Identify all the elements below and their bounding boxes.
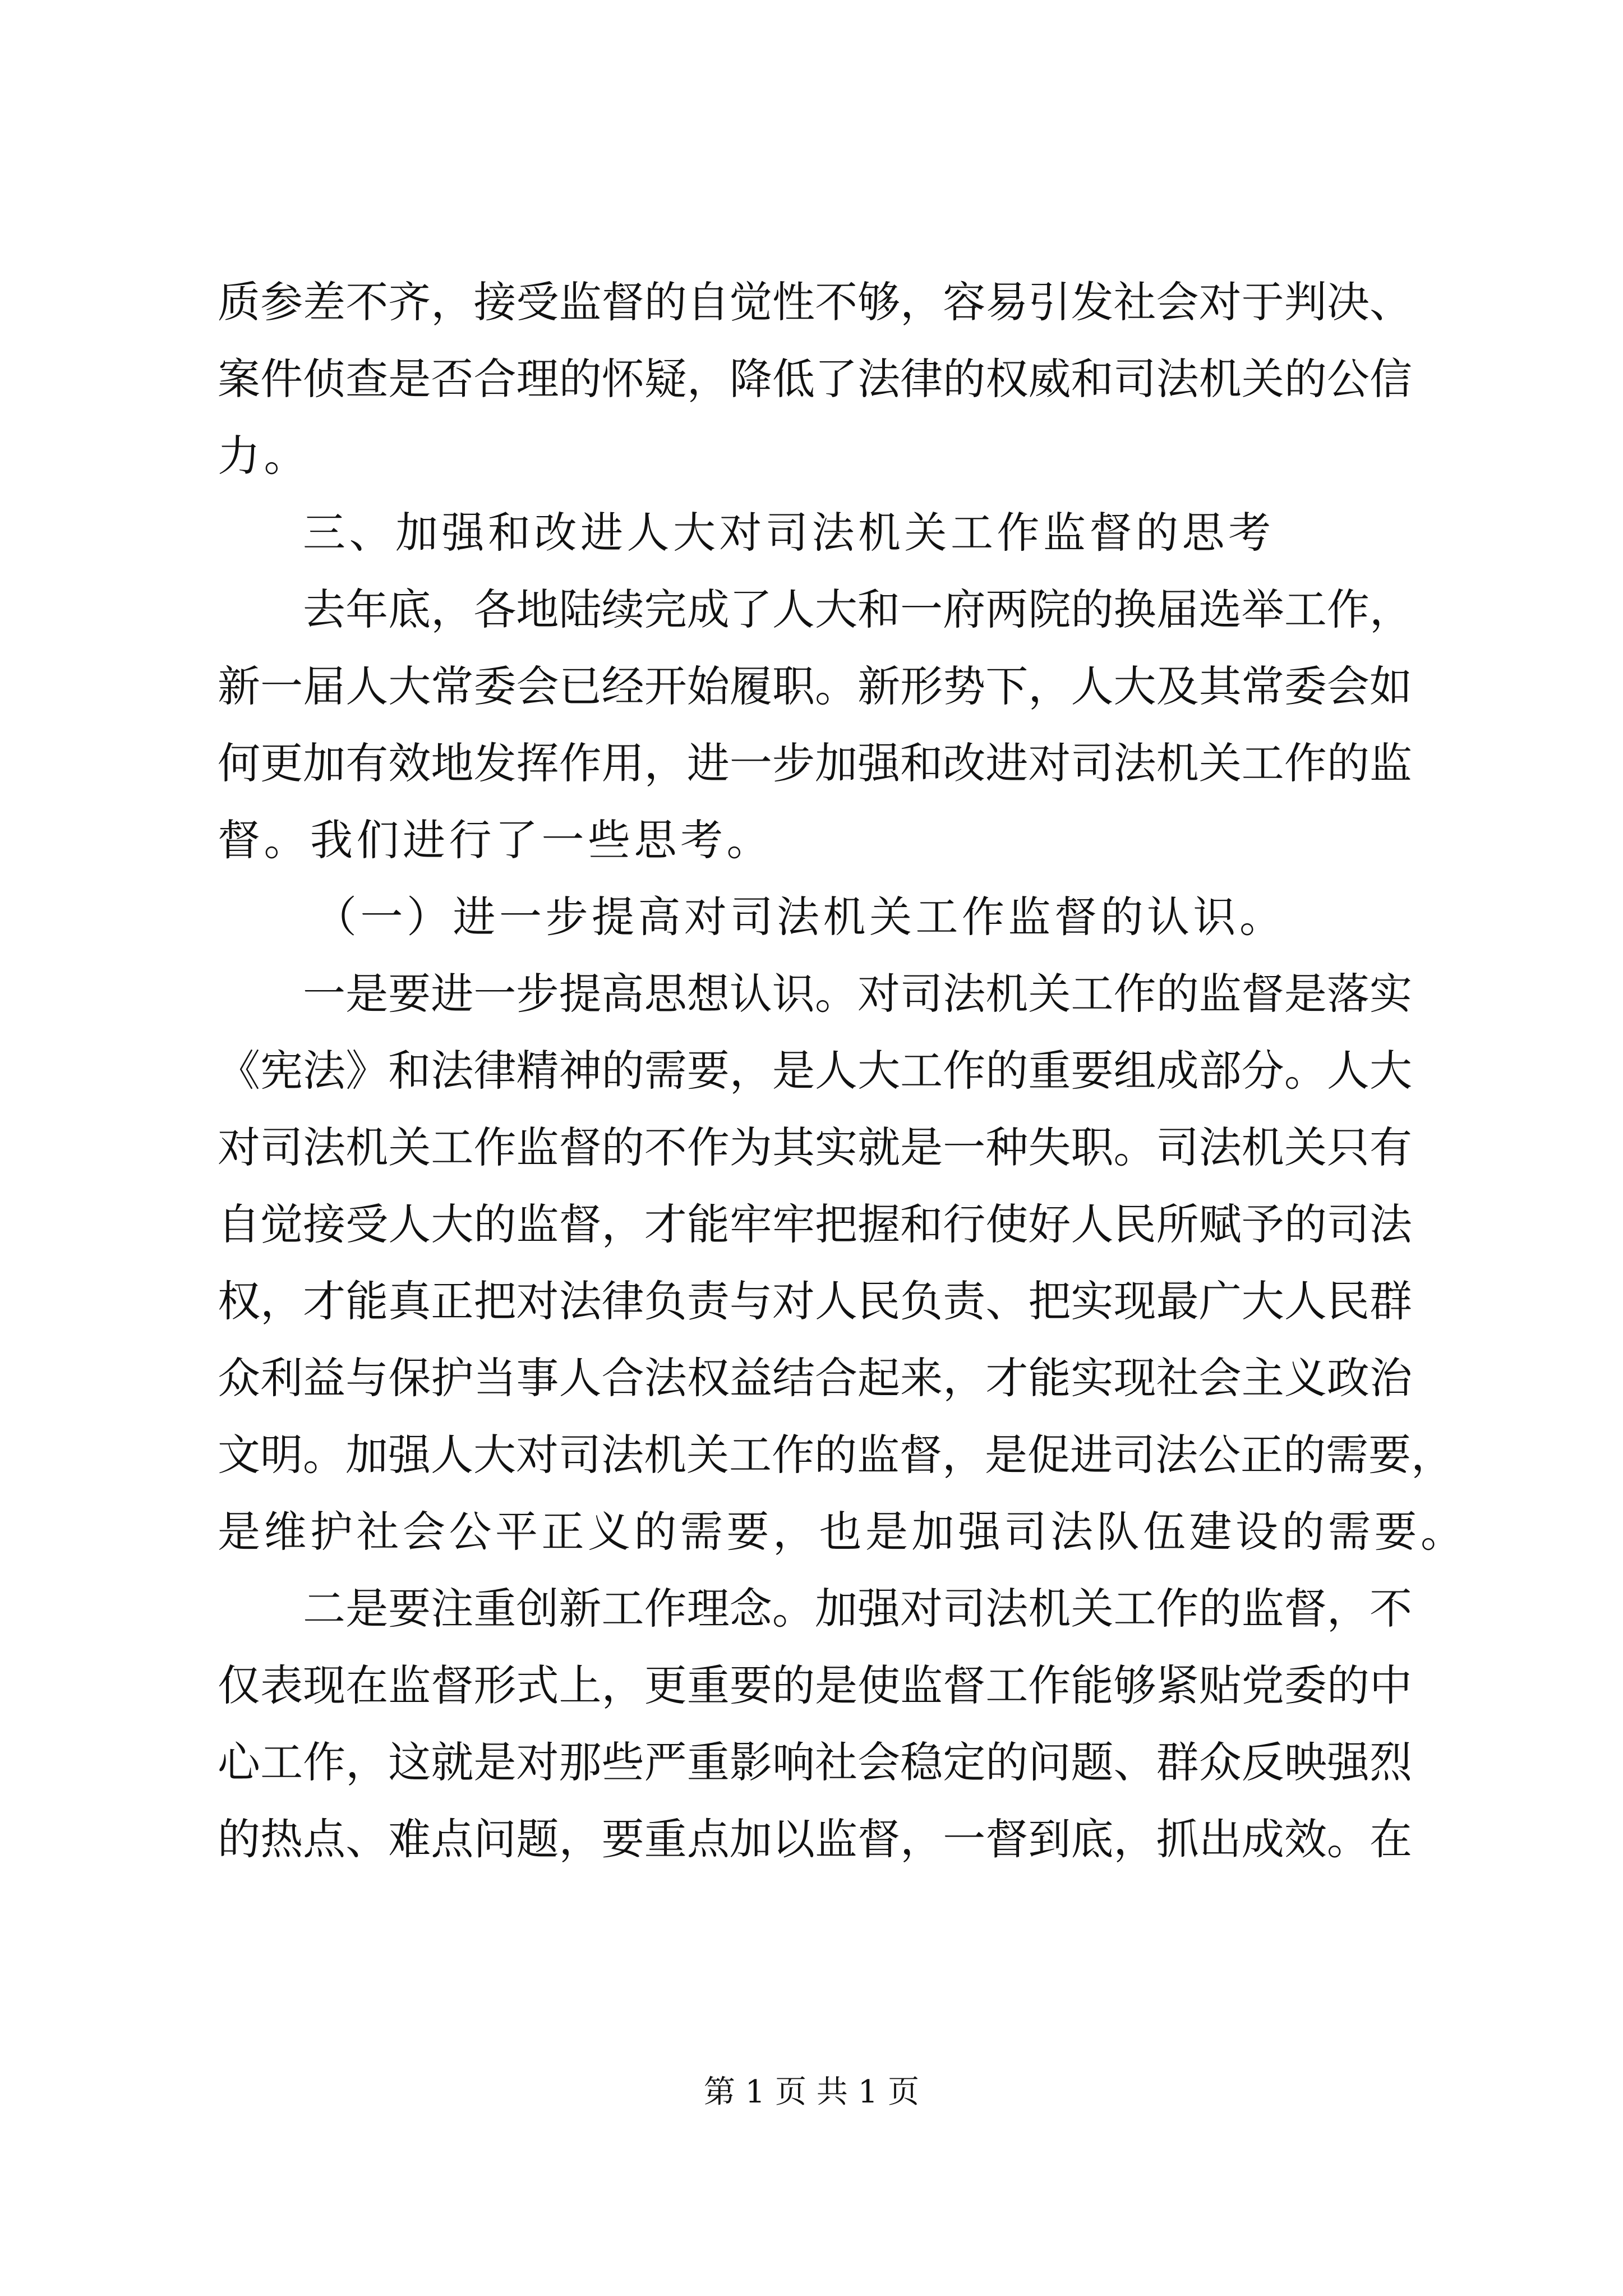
text-line: 新一届人大常委会已经开始履职。新形势下，人大及其常委会如 — [218, 661, 1412, 711]
text-line: 仅表现在监督形式上，更重要的是使监督工作能够紧贴党委的中 — [218, 1660, 1412, 1710]
text-line: 案件侦查是否合理的怀疑，降低了法律的权威和司法机关的公信 — [218, 354, 1412, 404]
text-line: 自觉接受人大的监督，才能牢牢把握和行使好人民所赋予的司法 — [218, 1199, 1412, 1249]
text-line: 质参差不齐，接受监督的自觉性不够，容易引发社会对于判决、 — [218, 277, 1412, 327]
text-line: 的热点、难点问题，要重点加以监督，一督到底，抓出成效。在 — [218, 1814, 1412, 1864]
text-line: 《宪法》和法律精神的需要，是人大工作的重要组成部分。人大 — [218, 1046, 1412, 1096]
text-line: 是维护社会公平正义的需要，也是加强司法队伍建设的需要。 — [218, 1507, 1467, 1557]
text-line: 力。 — [218, 431, 310, 481]
text-line: 文明。加强人大对司法机关工作的监督，是促进司法公正的需要， — [218, 1430, 1454, 1480]
page-number-label: 第 1 页 共 1 页 — [703, 2074, 920, 2110]
subsection-heading: （一）进一步提高对司法机关工作监督的认识。 — [314, 892, 1286, 942]
text-line: 何更加有效地发挥作用，进一步加强和改进对司法机关工作的监 — [218, 738, 1412, 788]
text-line: 督。我们进行了一些思考。 — [218, 815, 773, 865]
text-line: 去年底，各地陆续完成了人大和一府两院的换届选举工作， — [303, 585, 1412, 634]
page-footer — [0, 2070, 1623, 2115]
document-body — [218, 264, 1467, 1878]
text-line: 众利益与保护当事人合法权益结合起来，才能实现社会主义政治 — [218, 1353, 1412, 1403]
text-line: 一是要进一步提高思想认识。对司法机关工作的监督是落实 — [303, 969, 1412, 1019]
text-line: 二是要注重创新工作理念。加强对司法机关工作的监督，不 — [303, 1584, 1412, 1634]
section-heading: 三、加强和改进人大对司法机关工作监督的思考 — [303, 508, 1275, 558]
text-line: 权，才能真正把对法律负责与对人民负责、把实现最广大人民群 — [218, 1276, 1412, 1326]
text-line: 对司法机关工作监督的不作为其实就是一种失职。司法机关只有 — [218, 1122, 1412, 1172]
text-line: 心工作，这就是对那些严重影响社会稳定的问题、群众反映强烈 — [218, 1737, 1412, 1787]
